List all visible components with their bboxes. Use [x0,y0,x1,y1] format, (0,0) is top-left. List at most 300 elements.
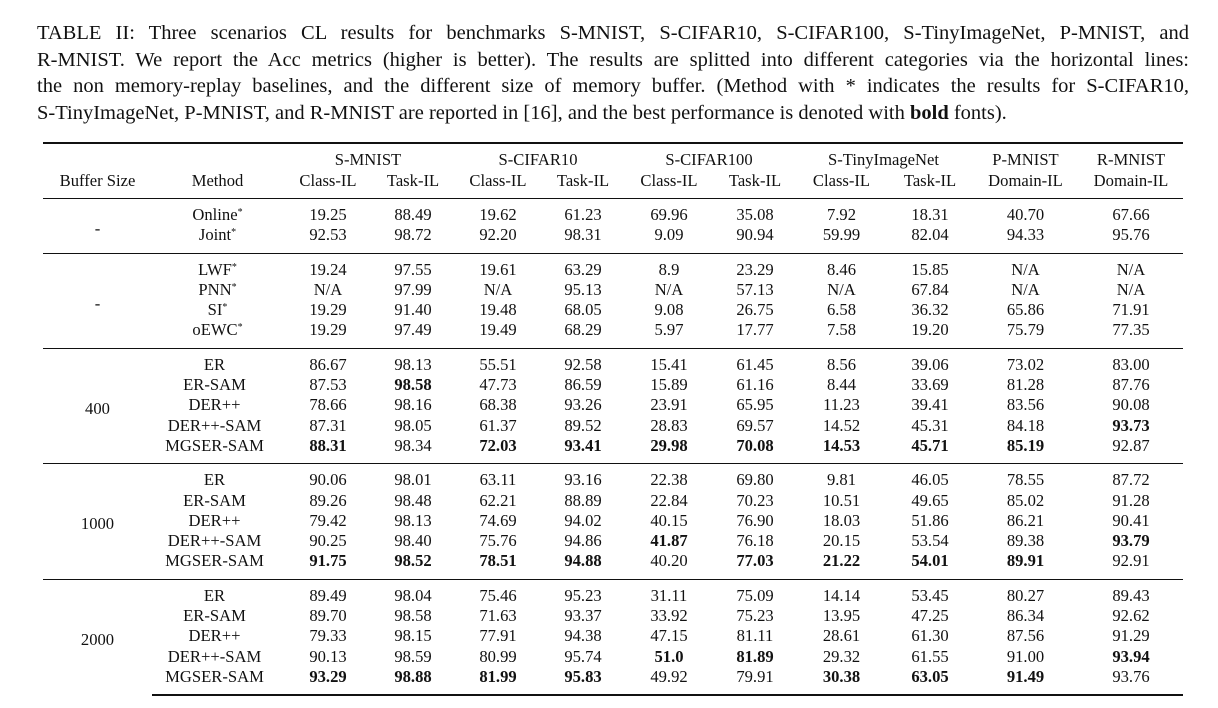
buffer-size-cell: 2000 [43,579,152,695]
method-name: ER-SAM [183,490,246,510]
value-cell: 41.87 [650,531,688,551]
method-cell [152,320,283,348]
value-cell: 6.58 [826,300,857,320]
value-cell: 54.01 [911,551,949,571]
header-benchmark: R-MNIST [1079,143,1183,171]
value-cell: N/A [972,253,1079,280]
table-caption [37,20,1189,126]
table-row [43,464,1183,491]
value-cell: 98.58 [394,375,432,395]
value-cell: 98.31 [564,225,602,245]
value-cell: 88.89 [564,490,602,510]
table-row [43,300,1183,320]
value-cell: 70.23 [736,490,774,510]
value-cell: 71.91 [1112,300,1150,320]
value-cell: 63.11 [453,464,543,491]
method-name: DER++-SAM [167,415,262,435]
value-cell: 45.71 [911,435,949,455]
method-cell [152,416,283,436]
value-cell: 91.29 [1112,626,1150,646]
value-cell: 75.09 [715,579,795,606]
value-cell: 89.52 [564,415,602,435]
value-cell: 78.51 [479,551,517,571]
value-cell: 28.61 [822,626,861,646]
value-cell: 74.69 [479,510,517,530]
table-row [43,606,1183,626]
value-cell: 40.20 [650,551,688,571]
method-name: oEWC [192,320,238,340]
caption-line: the non memory-replay baselines, and the different size of memory buffer. (Method with * indicates the results for S-CIFAR10, [37,75,1189,97]
value-cell: 68.05 [564,300,602,320]
table-row [43,199,1183,226]
value-cell: 23.29 [715,253,795,280]
value-cell: 15.85 [888,253,972,280]
value-cell: 93.79 [1112,531,1150,551]
value-cell: 93.94 [1112,646,1150,666]
method-cell [152,280,283,300]
value-cell: 98.13 [373,348,453,375]
value-cell: 95.74 [564,646,602,666]
value-cell: 28.83 [650,415,688,435]
value-cell: 98.05 [394,415,432,435]
value-cell: 92.58 [543,348,623,375]
value-cell: 97.55 [373,253,453,280]
value-cell: 19.25 [283,199,373,226]
table-row [43,416,1183,436]
value-cell: 22.84 [650,490,688,510]
table-row [43,626,1183,646]
value-cell: 98.52 [394,551,432,571]
value-cell: 83.00 [1079,348,1183,375]
value-cell: 81.99 [453,667,543,695]
value-cell: 93.26 [564,395,602,415]
value-cell: 95.13 [564,279,602,299]
value-cell: 36.32 [911,300,949,320]
value-cell: 67.84 [911,279,949,299]
method-name: DER++ [188,510,241,530]
value-cell: 61.16 [736,375,774,395]
value-cell: 63.05 [888,667,972,695]
header-setting: Task-IL [386,170,440,190]
method-star: * [237,207,243,218]
value-cell: 86.34 [1006,606,1045,626]
table-row [43,253,1183,280]
value-cell: 9.09 [654,225,684,245]
method-name: DER++-SAM [167,646,262,666]
value-cell: 21.22 [822,551,861,571]
method-cell [152,626,283,646]
value-cell: 5.97 [654,320,684,340]
value-cell: 68.29 [564,320,602,340]
method-name: ER [203,585,226,605]
value-cell: 81.89 [736,646,774,666]
method-name: MGSER-SAM [165,435,264,455]
value-cell: 10.51 [822,490,861,510]
value-cell: 75.46 [453,579,543,606]
table-row [43,647,1183,667]
value-cell: 98.58 [394,606,432,626]
caption-line [37,100,1189,127]
value-cell: 80.99 [479,646,517,666]
method-cell [152,395,283,415]
method-star: * [237,322,243,334]
value-cell: 93.37 [564,606,602,626]
value-cell: 92.20 [479,225,517,245]
value-cell: 39.06 [888,348,972,375]
header-setting: Domain-IL [1093,170,1169,190]
value-cell: 78.66 [309,395,347,415]
value-cell: 19.49 [479,320,517,340]
value-cell: 69.57 [736,415,774,435]
value-cell: 93.76 [1079,667,1183,695]
method-name: Online [192,205,238,224]
value-cell: 17.77 [736,320,774,340]
buffer-size-cell: 1000 [43,464,152,579]
value-cell: 78.55 [972,464,1079,491]
value-cell: 53.54 [911,531,949,551]
value-cell: 82.04 [911,225,949,245]
value-cell: 77.91 [479,626,517,646]
table-row [43,436,1183,464]
value-cell: 45.31 [911,415,949,435]
value-cell: 90.08 [1112,395,1150,415]
value-cell: 98.15 [394,626,432,646]
method-star: * [222,302,228,314]
results-body [43,199,1183,696]
value-cell: 91.49 [972,667,1079,695]
value-cell: 70.08 [736,435,774,455]
value-cell: 77.35 [1112,320,1150,340]
value-cell: 79.33 [309,626,347,646]
value-cell: 93.16 [543,464,623,491]
value-cell: 19.20 [911,320,949,340]
value-cell: 91.00 [1006,646,1045,666]
value-cell: 26.75 [736,300,774,320]
value-cell: 77.03 [736,551,774,571]
method-cell [152,300,283,320]
value-cell: N/A [1116,279,1146,299]
value-cell: 29.98 [650,435,688,455]
method-cell [152,606,283,626]
value-cell: 22.38 [623,464,715,491]
value-cell: 92.91 [1112,551,1150,571]
value-cell: 89.38 [1006,531,1045,551]
value-cell: 40.15 [650,510,688,530]
value-cell: 81.28 [1006,375,1045,395]
value-cell: 69.80 [715,464,795,491]
value-cell: 59.99 [822,225,861,245]
value-cell: 89.49 [283,579,373,606]
value-cell: 40.70 [972,199,1079,226]
value-cell: 83.56 [1006,395,1045,415]
method-name: Joint [198,225,232,245]
value-cell: 35.08 [715,199,795,226]
value-cell: 65.86 [1006,300,1045,320]
value-cell: 68.38 [479,395,517,415]
value-cell: 75.23 [736,606,774,626]
method-cell [152,647,283,667]
value-cell: 92.62 [1112,606,1150,626]
value-cell: 69.96 [623,199,715,226]
table-row [43,511,1183,531]
value-cell: 93.73 [1112,415,1150,435]
value-cell: N/A [1079,253,1183,280]
value-cell: N/A [483,279,513,299]
value-cell: 95.83 [543,667,623,695]
method-cell [152,253,283,280]
method-cell [152,348,283,375]
value-cell: 87.56 [1006,626,1045,646]
value-cell: 8.44 [826,375,857,395]
value-cell: 94.38 [564,626,602,646]
value-cell: 89.43 [1079,579,1183,606]
value-cell: 75.79 [1006,320,1045,340]
header-benchmark: S-MNIST [283,143,453,171]
method-cell [152,531,283,551]
header-row-benchmarks [43,143,1183,171]
value-cell: 98.40 [394,531,432,551]
value-cell: 15.89 [650,375,688,395]
header-benchmark: S-TinyImageNet [795,143,972,171]
method-cell [152,491,283,511]
value-cell: 47.73 [479,375,517,395]
method-cell [152,579,283,606]
method-name: ER [203,354,226,374]
method-name: LWF [198,259,232,279]
method-cell [152,464,283,491]
value-cell: 86.59 [564,375,602,395]
method-name: DER++ [188,395,241,415]
method-cell [152,436,283,464]
value-cell: 73.02 [972,348,1079,375]
table-row [43,375,1183,395]
value-cell: 51.86 [911,510,949,530]
table-row [43,667,1183,695]
value-cell: 46.05 [888,464,972,491]
value-cell: 91.28 [1112,490,1150,510]
header-benchmark: S-CIFAR100 [623,143,795,171]
header-setting: Domain-IL [988,170,1063,190]
method-cell [152,551,283,579]
method-name: ER-SAM [183,606,246,626]
value-cell: 62.21 [479,490,517,510]
value-cell: 81.11 [736,626,774,646]
value-cell: N/A [1011,279,1040,299]
table-row [43,531,1183,551]
value-cell: 9.08 [654,300,684,320]
value-cell: 86.21 [1006,510,1045,530]
method-name: MGSER-SAM [165,551,264,571]
value-cell: 87.72 [1079,464,1183,491]
value-cell: 61.23 [543,199,623,226]
value-cell: 94.88 [564,551,602,571]
value-cell: 87.76 [1112,375,1150,395]
header-setting: Task-IL [728,170,782,190]
caption-text: fonts). [953,101,1007,124]
caption-line: TABLE II: Three scenarios CL results for benchmarks S-MNIST, S-CIFAR10, S-CIFAR100, S-TinyImageNet, P-MNIST, and [37,22,1189,44]
table-row [43,491,1183,511]
buffer-size-cell: - [43,253,152,348]
buffer-size-cell: 400 [43,348,152,463]
method-star: * [231,227,237,239]
value-cell: 98.04 [373,579,453,606]
table-row [43,551,1183,579]
value-cell: 39.41 [911,395,949,415]
value-cell: 98.01 [373,464,453,491]
value-cell: 95.23 [543,579,623,606]
value-cell: 8.46 [795,253,888,280]
value-cell: 51.0 [654,646,684,666]
value-cell: 79.91 [715,667,795,695]
value-cell: 11.23 [823,395,860,415]
value-cell: 14.14 [795,579,888,606]
value-cell: 61.55 [911,646,949,666]
value-cell: 7.92 [795,199,888,226]
header-setting: Task-IL [556,170,610,190]
method-cell [152,667,283,695]
header-setting: Class-IL [469,170,527,190]
value-cell: 97.49 [394,320,432,340]
value-cell: 76.18 [736,531,774,551]
value-cell: 71.63 [479,606,517,626]
value-cell: 9.81 [795,464,888,491]
method-name: DER++-SAM [167,531,262,551]
value-cell: 19.62 [453,199,543,226]
value-cell: 91.40 [394,300,432,320]
method-star: * [231,261,237,273]
value-cell: 20.15 [822,531,861,551]
value-cell: N/A [654,279,684,299]
table-row [43,280,1183,300]
value-cell: 47.15 [650,626,688,646]
table-row [43,395,1183,415]
header-setting: Class-IL [299,170,357,190]
value-cell: 57.13 [736,279,774,299]
value-cell: 98.72 [394,225,432,245]
header-setting: Task-IL [903,170,957,190]
value-cell: 47.25 [911,606,949,626]
value-cell: 93.41 [564,435,602,455]
header-setting: Class-IL [812,170,871,190]
value-cell: 95.76 [1112,225,1150,245]
method-star: * [231,281,237,293]
value-cell: 65.95 [736,395,774,415]
method-name: PNN [198,279,232,299]
value-cell: N/A [313,279,343,299]
header-buffer-size: Buffer Size [43,143,152,199]
table-row [43,225,1183,253]
value-cell: 14.53 [822,435,861,455]
header-benchmark: P-MNIST [972,143,1079,171]
value-cell: 90.25 [309,531,347,551]
value-cell: 13.95 [822,606,861,626]
value-cell: 61.37 [479,415,517,435]
value-cell: 19.29 [309,300,347,320]
value-cell: 49.65 [911,490,949,510]
header-setting: Class-IL [640,170,698,190]
method-name: ER-SAM [183,375,246,395]
method-cell [152,511,283,531]
value-cell: 18.31 [888,199,972,226]
method-name: DER++ [188,626,241,646]
value-cell: 19.29 [309,320,347,340]
value-cell: 90.06 [283,464,373,491]
caption-text: S-TinyImageNet, P-MNIST, and R-MNIST are reported in [16], and the best performance is denoted with [37,101,905,124]
value-cell: 61.30 [911,626,949,646]
value-cell: 18.03 [822,510,861,530]
value-cell: 29.32 [822,646,861,666]
value-cell: 19.61 [453,253,543,280]
results-table [43,142,1183,696]
value-cell: 90.94 [736,225,774,245]
value-cell: 92.87 [1112,435,1150,455]
method-name: ER [203,470,226,490]
table-row [43,579,1183,606]
value-cell: 23.91 [650,395,688,415]
header-benchmark: S-CIFAR10 [453,143,623,171]
value-cell: 67.66 [1079,199,1183,226]
value-cell: 93.29 [283,667,373,695]
value-cell: 94.86 [564,531,602,551]
value-cell: 90.41 [1112,510,1150,530]
value-cell: 86.67 [283,348,373,375]
value-cell: 89.91 [1006,551,1045,571]
table-row [43,348,1183,375]
value-cell: 98.59 [394,646,432,666]
value-cell: 89.26 [309,490,347,510]
value-cell: 98.16 [394,395,432,415]
value-cell: 90.13 [309,646,347,666]
value-cell: 8.9 [623,253,715,280]
value-cell: 85.02 [1006,490,1045,510]
value-cell: 14.52 [822,415,861,435]
value-cell: 88.49 [373,199,453,226]
value-cell: 8.56 [795,348,888,375]
method-cell [152,375,283,395]
value-cell: 79.42 [309,510,347,530]
value-cell: 98.88 [373,667,453,695]
value-cell: 85.19 [1006,435,1045,455]
value-cell: 76.90 [736,510,774,530]
value-cell: 87.53 [309,375,347,395]
value-cell: 98.34 [394,435,432,455]
value-cell: N/A [827,279,856,299]
value-cell: 19.48 [479,300,517,320]
value-cell: 63.29 [543,253,623,280]
value-cell: 31.11 [623,579,715,606]
header-method: Method [152,143,283,199]
value-cell: 7.58 [826,320,857,340]
value-cell: 92.53 [309,225,347,245]
value-cell: 72.03 [479,435,517,455]
value-cell: 53.45 [888,579,972,606]
value-cell: 91.75 [309,551,347,571]
value-cell: 89.70 [309,606,347,626]
value-cell: 98.48 [394,490,432,510]
value-cell: 87.31 [309,415,347,435]
value-cell: 94.02 [564,510,602,530]
caption-bold-word: bold [909,101,949,124]
value-cell: 98.13 [394,510,432,530]
value-cell: 33.92 [650,606,688,626]
value-cell: 84.18 [1006,415,1045,435]
value-cell: 80.27 [972,579,1079,606]
table-row [43,320,1183,348]
value-cell: 15.41 [623,348,715,375]
value-cell: 97.99 [394,279,432,299]
value-cell: 88.31 [309,435,347,455]
value-cell: 33.69 [911,375,949,395]
